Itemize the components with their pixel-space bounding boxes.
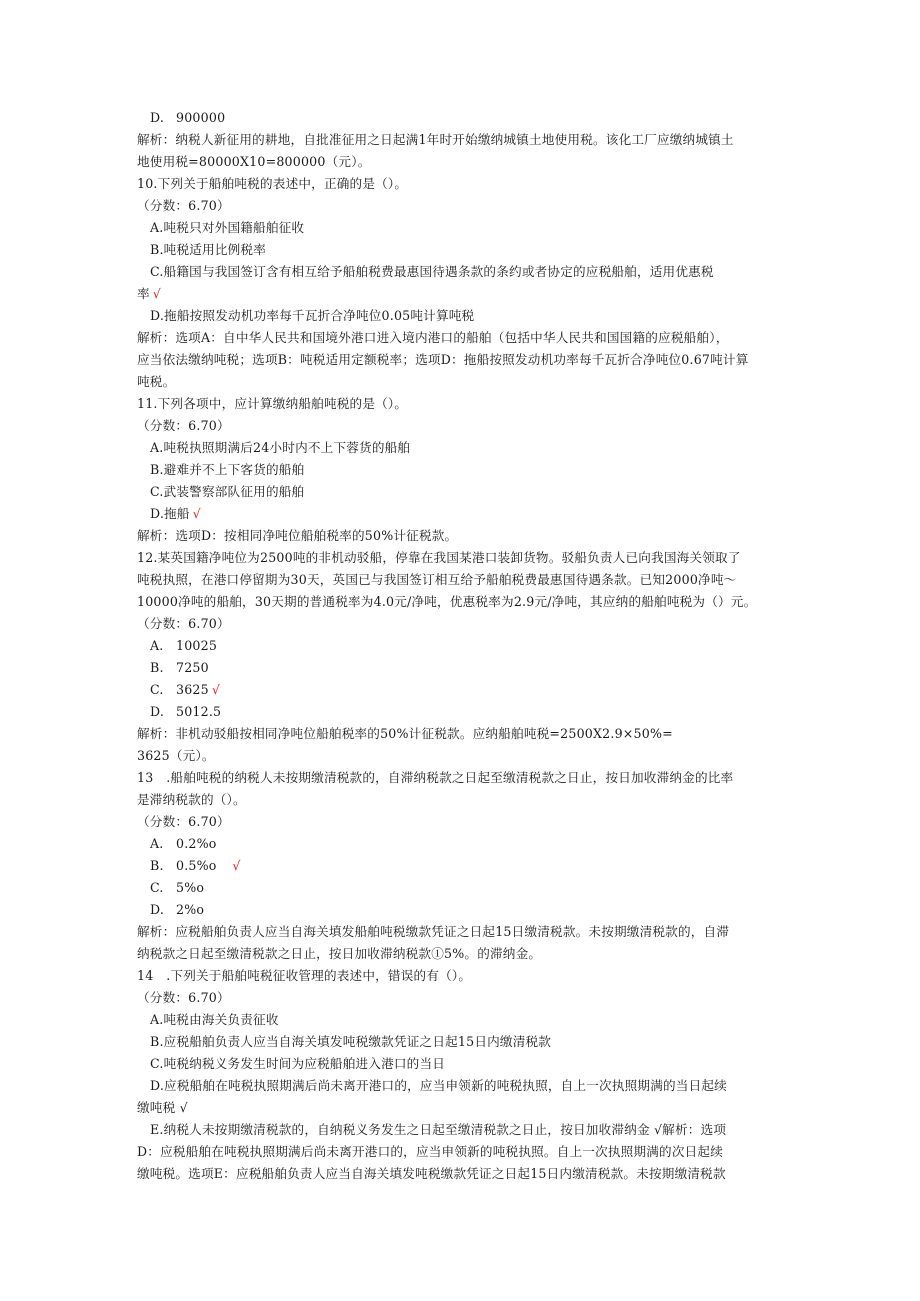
line-text: （分数：6.70） [137,418,230,433]
text-line [137,547,741,569]
text-line [137,987,230,1009]
text-line [150,217,304,239]
line-text: C.船籍国与我国签订含有相互给予船舶税费最惠国待遇条款的条约或者协定的应税船舶，适用优惠税 [150,264,714,279]
line-text: 5012.5 [176,704,222,719]
text-line [150,635,217,657]
line-text: 是滞纳税款的（）。 [137,792,246,807]
text-line [150,305,474,327]
line-text: D.应税船舶在吨税执照期满后尚未离开港口的，应当申领新的吨税执照，自上一次执照期满的当日起续 [150,1078,727,1093]
text-line [150,437,410,459]
line-text: 2%o [176,902,205,917]
text-line [150,899,204,921]
line-text: 吨税。 [137,374,176,389]
line-text: 解析：纳税人新征用的耕地，自批准征用之日起满1年时开始缴纳城镇土地使用税。该化工厂应缴纳城镇土 [137,132,734,147]
text-line [137,415,230,437]
text-line [150,855,241,877]
line-text: 率 [137,286,150,301]
text-line [150,1009,279,1031]
text-line [150,107,225,129]
text-line [137,1097,188,1119]
line-text: 10.下列关于船舶吨税的表述中，正确的是（）。 [137,176,408,191]
text-line [137,789,246,811]
text-line [137,965,471,987]
line-text: 3625 [176,682,209,697]
correct-check-icon: √ [211,682,221,697]
text-line [137,811,230,833]
line-text: 10000净吨的船舶，30天期的普通税率为4.0元/净吨，优惠税率为2.9元/净吨，其应纳的船舶吨税为（）元。 [137,594,757,609]
option-label: A. [150,836,164,851]
option-label: C. [150,682,164,697]
option-label: A. [150,638,164,653]
line-text: E.纳税人未按期缴清税款的，自纳税义务发生之日起至缴清税款之日止，按日加收滞纳金 √解析：选项 [150,1122,727,1137]
line-text: 缴吨税 √ [137,1100,188,1115]
line-text: 3625（元）。 [137,748,215,763]
correct-check-icon: √ [152,286,162,301]
line-text: 900000 [176,110,226,125]
correct-check-icon: √ [192,506,201,521]
line-text: A.吨税由海关负责征收 [150,1012,279,1027]
text-line [137,745,215,767]
line-text: 0.5%o [176,858,230,873]
option-label: B. [150,858,164,873]
text-line [137,1141,723,1163]
text-line [137,943,541,965]
text-line [150,1119,726,1141]
text-line [150,1053,445,1075]
text-line [137,129,734,151]
line-text: 解析：应税船舶负责人应当自海关填发船舶吨税缴款凭证之日起15日缴清税款。未按期缴清税款的，自滞 [137,924,730,939]
line-text: （分数：6.70） [137,616,230,631]
text-line [150,481,304,503]
line-text: 7250 [176,660,209,675]
line-text: 11.下列各项中，应计算缴纳船舶吨税的是（）。 [137,396,408,411]
line-text: C.吨税纳税义务发生时间为应税船舶进入港口的当日 [150,1056,446,1071]
text-line [137,723,673,745]
text-line [150,239,266,261]
line-text: 缴吨税。选项E：应税船舶负责人应当自海关填发吨税缴款凭证之日起15日内缴清税款。未按期缴清税款 [137,1166,726,1181]
text-line [137,569,736,591]
text-line [150,261,714,283]
line-text: （分数：6.70） [137,990,230,1005]
text-line [137,393,407,415]
line-text: 5%o [176,880,205,895]
line-text: D：应税船舶在吨税执照期满后尚未离开港口的，应当申领新的吨税执照。自上一次执照期满的次日起续 [137,1144,724,1159]
line-text: A.吨税执照期满后24小时内不上下蓉货的船舶 [150,440,411,455]
text-line [137,283,161,305]
text-line [137,349,749,371]
text-line [137,327,729,349]
text-line [137,613,230,635]
line-text: 解析：选项D：按相同净吨位船舶税率的50%计征税款。 [137,528,458,543]
text-line [150,503,201,525]
line-text: （分数：6.70） [137,814,230,829]
option-label: D. [150,704,165,719]
option-label: D. [150,902,165,917]
line-text: 12.某英国籍净吨位为2500吨的非机动驳船，停靠在我国某港口装卸货物。驳船负责人已向我国海关领取了 [137,550,741,565]
line-text: 10025 [176,638,218,653]
text-line [137,767,733,789]
text-line [150,657,209,679]
line-text: 解析：选项A：自中华人民共和国境外港口进入境内港口的船舶（包括中华人民共和国国籍的应税船舶）， [137,330,729,345]
line-text: （分数：6.70） [137,198,230,213]
text-line [137,1163,726,1185]
text-line [150,877,204,899]
line-text: B.避难并不上下客货的船舶 [150,462,305,477]
text-line [137,195,230,217]
text-line [137,921,729,943]
line-text: 14 .下列关于船舶吨税征收管理的表述中，错误的有（）。 [137,968,472,983]
line-text: B.应税船舶负责人应当自海关填发吨税缴款凭证之日起15日内缴清税款 [150,1034,552,1049]
option-label: D. [150,110,165,125]
line-text: 吨税执照，在港口停留期为30天，英国已与我国签订相互给予船舶税费最惠国待遇条款。已知2000净吨～ [137,572,737,587]
option-label: C. [150,880,164,895]
text-line [150,701,221,723]
line-text: 地使用税=80000X10=800000（元）。 [137,154,371,169]
line-text: 13 .船舶吨税的纳税人未按期缴清税款的，自滞纳税款之日起至缴清税款之日止，按日加收滞纳金的比率 [137,770,734,785]
line-text: 解析：非机动驳船按相同净吨位船舶税率的50%计征税款。应纳船舶吨税=2500X2.9×50%= [137,726,673,741]
text-line [137,151,370,173]
line-text: 应当依法缴纳吨税；选项B：吨税适用定额税率；选项D：拖船按照发动机功率每千瓦折合净吨位0.67吨计算 [137,352,749,367]
text-line [150,833,217,855]
text-line [137,371,175,393]
line-text: D.拖船按照发动机功率每千瓦折合净吨位0.05吨计算吨税 [150,308,475,323]
text-line [137,591,756,613]
line-text: B.吨税适用比例税率 [150,242,267,257]
line-text: C.武装警察部队征用的船舶 [150,484,305,499]
line-text: 0.2%o [176,836,217,851]
option-label: B. [150,660,164,675]
text-line [150,679,220,701]
text-line [137,173,407,195]
text-line [137,525,457,547]
text-line [150,1075,727,1097]
line-text: D.拖船 [150,506,190,521]
line-text: 纳税款之日起至缴清税款之日止，按日加收滞纳税款①5%。的滞纳金。 [137,946,542,961]
text-line [150,1031,551,1053]
text-line [150,459,304,481]
correct-check-icon: √ [232,858,241,873]
line-text: A.吨税只对外国籍船舶征收 [150,220,305,235]
